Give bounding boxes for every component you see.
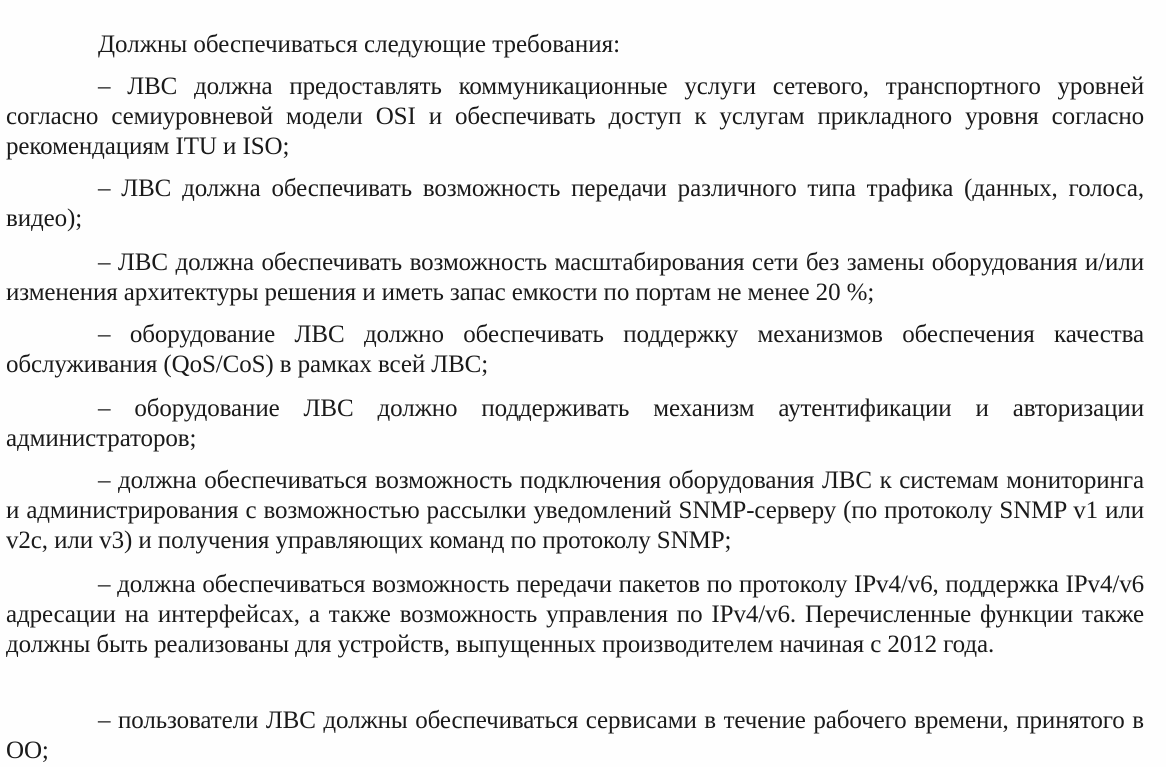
requirement-item: – должна обеспечиваться возможность подключения оборудования ЛВС к системам мониторинга и администрирования с возможностью рассылки уведомлений SNMP-серверу (по протоколу SNMP v1 или v2c, или v3) и получения управляющих команд по протоколу SNMP;	[6, 467, 1144, 554]
requirement-item: – должна обеспечиваться возможность передачи пакетов по протоколу IPv4/v6, поддержка IPv4/v6 адресации на интерфейсах, а также возможность управления по IPv4/v6. Перечисленные функции также должны быть реализованы для устройств, выпущенных производителем начиная с 2012 года.	[6, 571, 1144, 658]
requirement-item: – ЛВС должна обеспечивать возможность передачи различного типа трафика (данных, голоса, видео);	[6, 175, 1144, 232]
requirement-item: – ЛВС должна предоставлять коммуникационные услуги сетевого, транспортного уровней согласно семиуровневой модели OSI и обеспечивать доступ к услугам прикладного уровня согласно рекомендациям ITU и ISO;	[6, 73, 1144, 160]
requirement-item: – оборудование ЛВС должно поддерживать механизм аутентификации и авторизации администраторов;	[6, 395, 1144, 452]
requirements-intro: Должны обеспечиваться следующие требования:	[98, 31, 621, 58]
requirement-item: – ЛВС должна обеспечивать возможность масштабирования сети без замены оборудования и/или изменения архитектуры решения и иметь запас емкости по портам не менее 20 %;	[6, 249, 1144, 306]
requirement-item: – оборудование ЛВС должно обеспечивать поддержку механизмов обеспечения качества обслуживания (QoS/CoS) в рамках всей ЛВС;	[6, 321, 1144, 378]
requirement-item: – пользователи ЛВС должны обеспечиваться сервисами в течение рабочего времени, принятого в ОО;	[6, 707, 1144, 764]
